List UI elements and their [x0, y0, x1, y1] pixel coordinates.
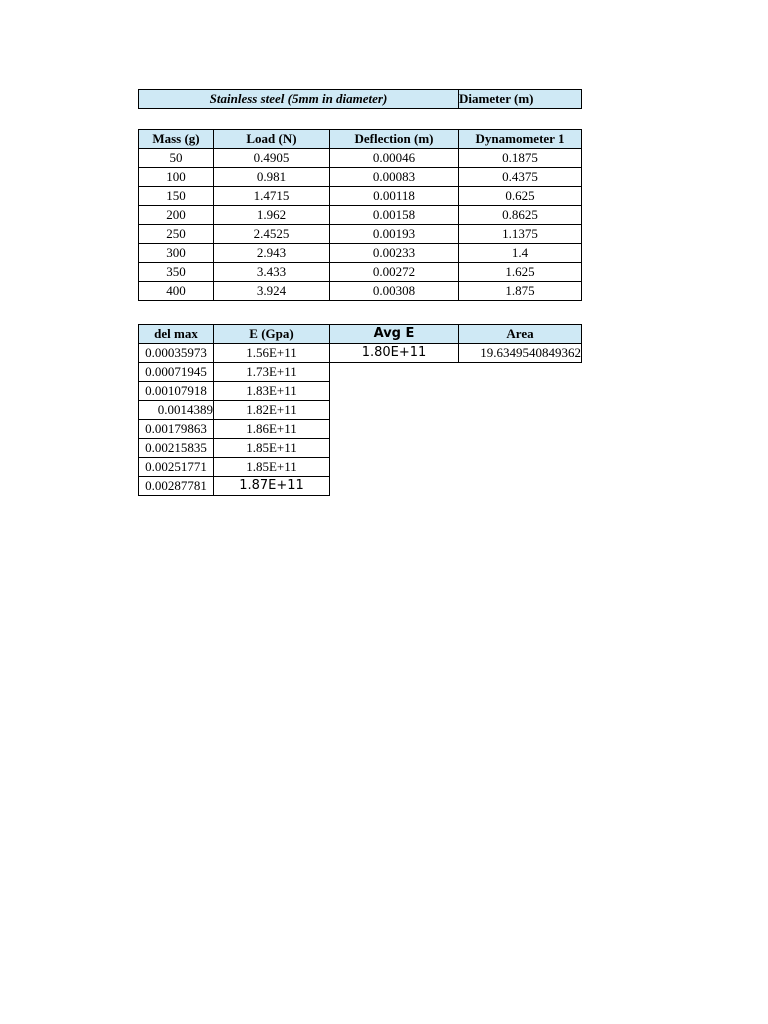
cell-dynamometer[interactable]: 0.1875	[459, 149, 582, 168]
cell-load[interactable]: 1.962	[214, 206, 330, 225]
cell-del-max[interactable]: 0.00035973	[139, 344, 214, 363]
cell-del-max[interactable]: 0.00071945	[139, 363, 214, 382]
cell-load[interactable]: 0.4905	[214, 149, 330, 168]
cell-deflection[interactable]: 0.00193	[330, 225, 459, 244]
cell-e-gpa[interactable]: 1.87E+11	[214, 477, 330, 496]
table-row	[139, 420, 582, 439]
cell-del-max[interactable]: 0.00251771	[139, 458, 214, 477]
cell-dynamometer[interactable]: 0.625	[459, 187, 582, 206]
measurements-header-row	[139, 130, 582, 149]
table-row	[139, 225, 582, 244]
cell-del-max[interactable]: 0.00215835	[139, 439, 214, 458]
table-row	[139, 458, 582, 477]
table-row	[139, 477, 582, 496]
table-row	[139, 382, 582, 401]
table-row	[139, 282, 582, 301]
table-row	[139, 439, 582, 458]
empty-cell	[459, 477, 582, 496]
cell-deflection[interactable]: 0.00308	[330, 282, 459, 301]
cell-deflection[interactable]: 0.00272	[330, 263, 459, 282]
empty-cell	[330, 477, 459, 496]
cell-load[interactable]: 1.4715	[214, 187, 330, 206]
col-header-deflection[interactable]: Deflection (m)	[330, 130, 459, 149]
empty-cell	[330, 439, 459, 458]
cell-dynamometer[interactable]: 1.625	[459, 263, 582, 282]
col-header-del-max[interactable]: del max	[139, 325, 214, 344]
cell-dynamometer[interactable]: 1.4	[459, 244, 582, 263]
empty-cell	[330, 401, 459, 420]
cell-e-gpa[interactable]: 1.85E+11	[214, 458, 330, 477]
cell-deflection[interactable]: 0.00118	[330, 187, 459, 206]
cell-e-gpa[interactable]: 1.85E+11	[214, 439, 330, 458]
table-row	[139, 363, 582, 382]
col-header-avg-e[interactable]: Avg E	[330, 325, 459, 344]
cell-load[interactable]: 0.981	[214, 168, 330, 187]
empty-cell	[459, 363, 582, 382]
cell-del-max[interactable]: 0.00287781	[139, 477, 214, 496]
cell-del-max[interactable]: 0.00179863	[139, 420, 214, 439]
col-header-mass[interactable]: Mass (g)	[139, 130, 214, 149]
col-header-load[interactable]: Load (N)	[214, 130, 330, 149]
cell-deflection[interactable]: 0.00158	[330, 206, 459, 225]
empty-cell	[459, 401, 582, 420]
cell-load[interactable]: 3.924	[214, 282, 330, 301]
cell-deflection[interactable]: 0.00233	[330, 244, 459, 263]
cell-mass[interactable]: 150	[139, 187, 214, 206]
empty-cell	[330, 458, 459, 477]
cell-dynamometer[interactable]: 1.1375	[459, 225, 582, 244]
cell-del-max[interactable]: 0.0014389	[139, 401, 214, 420]
empty-cell	[330, 382, 459, 401]
title-row	[139, 90, 582, 109]
cell-dynamometer[interactable]: 0.8625	[459, 206, 582, 225]
cell-load[interactable]: 2.4525	[214, 225, 330, 244]
cell-e-gpa[interactable]: 1.82E+11	[214, 401, 330, 420]
cell-dynamometer[interactable]: 1.875	[459, 282, 582, 301]
col-header-area[interactable]: Area	[459, 325, 582, 344]
cell-e-gpa[interactable]: 1.86E+11	[214, 420, 330, 439]
table-row	[139, 263, 582, 282]
cell-mass[interactable]: 200	[139, 206, 214, 225]
sheet-title[interactable]: Stainless steel (5mm in diameter)	[139, 90, 459, 109]
table-row	[139, 168, 582, 187]
cell-mass[interactable]: 100	[139, 168, 214, 187]
cell-del-max[interactable]: 0.00107918	[139, 382, 214, 401]
measurements-table	[138, 129, 582, 301]
empty-cell	[459, 458, 582, 477]
empty-cell	[459, 420, 582, 439]
results-header-row	[139, 325, 582, 344]
table-row	[139, 187, 582, 206]
results-table	[138, 324, 582, 496]
empty-cell	[330, 363, 459, 382]
cell-dynamometer[interactable]: 0.4375	[459, 168, 582, 187]
cell-e-gpa[interactable]: 1.56E+11	[214, 344, 330, 363]
avg-e-value[interactable]: 1.80E+11	[330, 344, 459, 363]
empty-cell	[330, 420, 459, 439]
table-row	[139, 344, 582, 363]
cell-mass[interactable]: 250	[139, 225, 214, 244]
table-row	[139, 401, 582, 420]
cell-mass[interactable]: 350	[139, 263, 214, 282]
cell-mass[interactable]: 300	[139, 244, 214, 263]
diameter-label[interactable]: Diameter (m)	[459, 90, 582, 109]
cell-mass[interactable]: 50	[139, 149, 214, 168]
empty-cell	[459, 439, 582, 458]
table-row	[139, 149, 582, 168]
empty-cell	[459, 382, 582, 401]
cell-deflection[interactable]: 0.00083	[330, 168, 459, 187]
cell-load[interactable]: 3.433	[214, 263, 330, 282]
table-row	[139, 244, 582, 263]
table-row	[139, 206, 582, 225]
cell-e-gpa[interactable]: 1.73E+11	[214, 363, 330, 382]
cell-mass[interactable]: 400	[139, 282, 214, 301]
cell-deflection[interactable]: 0.00046	[330, 149, 459, 168]
col-header-e-gpa[interactable]: E (Gpa)	[214, 325, 330, 344]
title-table	[138, 89, 582, 109]
col-header-dynamometer[interactable]: Dynamometer 1	[459, 130, 582, 149]
area-value[interactable]: 19.6349540849362	[459, 344, 582, 363]
cell-load[interactable]: 2.943	[214, 244, 330, 263]
cell-e-gpa[interactable]: 1.83E+11	[214, 382, 330, 401]
